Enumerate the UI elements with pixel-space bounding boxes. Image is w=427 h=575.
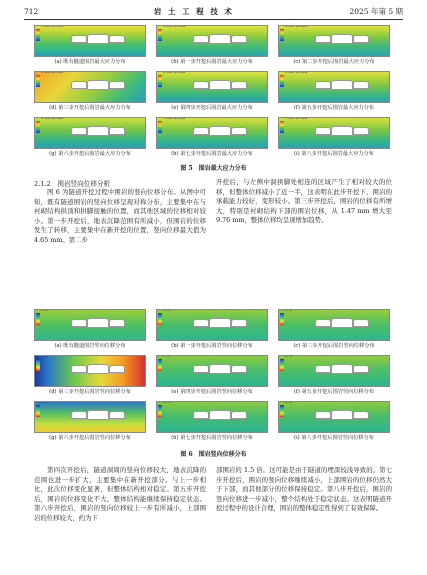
panel-caption: (d) 第三步开挖后围岩竖向位移分布 xyxy=(49,389,131,395)
figure-panel xyxy=(156,113,268,159)
contour-plot xyxy=(156,117,268,149)
figure-panel xyxy=(34,305,146,351)
panel-caption: (a) 既有隧道围岩竖向位移分布 xyxy=(54,343,126,349)
tunnel-opening xyxy=(231,365,247,373)
figure-6-grid xyxy=(34,305,396,443)
tunnel-opening xyxy=(209,410,231,420)
tunnel-opening xyxy=(109,35,125,43)
left-paragraph: 图 6 为隧道开挖过程中围岩的竖向位移分布。从图中可知，既有隧道围岩的竖向位移呈现对称分布，主要集中在与衬砌结构拱顶和拱脚接触的位置，而其他区域的位移相对较小。第一步开挖后，地表沉降范围有所减小，但围岩的位移发生了转移，主要集中在新开挖的位置，竖向位移最大值为 4.65 mm。第二步 xyxy=(34,188,206,244)
tunnel-opening xyxy=(353,319,369,327)
legend-title: S, Max. principal xyxy=(163,25,186,28)
legend-title: U, U2 xyxy=(41,309,49,312)
tunnel-opening xyxy=(315,35,331,43)
panel-caption: (h) 第七步开挖后围岩竖向位移分布 xyxy=(171,435,253,441)
contour-legend xyxy=(36,356,62,372)
tunnel-opening xyxy=(71,365,87,373)
contour-plot xyxy=(278,355,390,387)
tunnel-opening xyxy=(353,411,369,419)
contour-legend xyxy=(36,310,62,326)
tunnel-opening xyxy=(231,319,247,327)
contour-plot xyxy=(34,117,146,149)
legend-title: U, U2 xyxy=(41,355,49,358)
legend-title: U, U2 xyxy=(163,309,171,312)
contour-legend xyxy=(36,26,62,42)
figure-panel xyxy=(156,351,268,397)
panel-caption: (c) 第二步开挖后围岩最大应力分布 xyxy=(293,59,375,65)
legend-color-bar xyxy=(280,359,284,371)
tunnel-opening xyxy=(331,80,353,90)
tunnel-opening xyxy=(71,35,87,43)
panel-caption: (b) 第一步开挖后围岩竖向位移分布 xyxy=(171,343,253,349)
tunnel-opening xyxy=(231,127,247,135)
legend-color-bar xyxy=(158,75,162,87)
right-paragraph: 开挖后，与左侧中洞拱脚处相连的区域产生了相对较大的位移，但整体位移减小了近一半，这表明在此步开挖下，围岩的承载能力较好，变形较小。第三步开挖后，围岩的位移有所增大，特别是衬砌结构下部的围岩位移，从 1.47 mm 增大至 9.76 mm，整体位移均呈现增加趋势。 xyxy=(216,178,392,225)
tunnel-opening xyxy=(71,319,87,327)
tunnel-opening xyxy=(109,365,125,373)
figure-panel xyxy=(278,397,390,443)
contour-legend xyxy=(158,356,184,372)
contour-legend xyxy=(280,310,306,326)
tunnel-opening xyxy=(231,411,247,419)
figure-5-grid xyxy=(34,21,390,159)
contour-legend xyxy=(158,26,184,42)
legend-title: S, Max. principal xyxy=(285,25,308,28)
contour-legend xyxy=(36,402,62,418)
contour-plot xyxy=(156,25,268,57)
legend-title: S, Max. principal xyxy=(285,117,308,120)
tunnel-opening xyxy=(109,127,125,135)
tunnel-opening xyxy=(87,34,109,44)
legend-color-bar xyxy=(280,29,284,41)
tunnel-opening xyxy=(193,411,209,419)
contour-legend xyxy=(158,402,184,418)
legend-color-bar xyxy=(280,75,284,87)
tunnel-opening xyxy=(71,127,87,135)
contour-plot xyxy=(156,71,268,103)
contour-legend xyxy=(280,356,306,372)
legend-color-bar xyxy=(280,121,284,133)
tunnel-opening xyxy=(193,81,209,89)
legend-title: U, U2 xyxy=(285,401,293,404)
contour-legend xyxy=(36,118,62,134)
contour-legend xyxy=(36,72,62,88)
contour-plot xyxy=(156,401,268,433)
tunnel-opening xyxy=(109,81,125,89)
tunnel-opening xyxy=(315,365,331,373)
tunnel-opening xyxy=(331,364,353,374)
legend-title: S, Max. principal xyxy=(163,71,186,74)
contour-legend xyxy=(280,26,306,42)
figure-6-title: 图 6 围岩竖向位移分布 xyxy=(180,451,247,458)
contour-plot xyxy=(34,71,146,103)
contour-plot xyxy=(34,25,146,57)
contour-plot xyxy=(156,309,268,341)
tunnel-opening xyxy=(193,127,209,135)
tunnel-opening xyxy=(87,318,109,328)
tunnel-opening xyxy=(331,318,353,328)
legend-color-bar xyxy=(36,121,40,133)
tunnel-opening xyxy=(353,81,369,89)
figure-panel xyxy=(278,305,390,351)
figure-panel xyxy=(278,113,390,159)
tunnel-opening xyxy=(209,364,231,374)
legend-title: U, U2 xyxy=(163,355,171,358)
legend-color-bar xyxy=(158,405,162,417)
tunnel-opening xyxy=(315,411,331,419)
figure-panel xyxy=(278,67,390,113)
bottom-right-paragraph: 部围岩的 1.5 倍。这可能是由于隧道的埋深较浅导致的。第七步开挖后，围岩的竖向位移继续减小，上部围岩的位移仍然大于下部，而其他部分的位移保持稳定。第八步开挖后，围岩的竖向位移进一步减小，整个结构处于稳定状态。这表明隧道开挖过程中的设计合理，围岩的整体稳定性得到了有效保障。 xyxy=(216,466,392,513)
figure-panel xyxy=(156,67,268,113)
tunnel-opening xyxy=(71,411,87,419)
figure-panel xyxy=(34,351,146,397)
tunnel-opening xyxy=(331,410,353,420)
panel-caption: (b) 第一步开挖后围岩最大应力分布 xyxy=(171,59,253,65)
bottom-left-paragraph: 第四次开挖后，隧道洞周的竖向位移较大，地表沉降的范围也进一步扩大，主要集中在新开挖部分。与上一步相比，此次位移变化显著，但整体结构相对稳定。第五步开挖后，围岩的位移变化不大，整体结构能继续保持稳定状态。第六步开挖后，围岩的竖向位移较上一步有所减小，上部围岩的位移较大，约为下 xyxy=(34,466,206,522)
legend-title: U, U2 xyxy=(163,401,171,404)
contour-legend xyxy=(280,72,306,88)
figure-panel xyxy=(278,351,390,397)
figure-panel xyxy=(278,21,390,67)
panel-caption: (g) 第六步开挖后围岩竖向位移分布 xyxy=(49,435,131,441)
contour-legend xyxy=(158,72,184,88)
figure-panel xyxy=(34,67,146,113)
tunnel-opening xyxy=(193,365,209,373)
section-heading: 2.1.2 围岩竖向位移分析 xyxy=(34,180,111,188)
panel-caption: (f) 第五步开挖后围岩最大应力分布 xyxy=(293,105,375,111)
tunnel-opening xyxy=(209,318,231,328)
legend-title: S, Max. principal xyxy=(285,71,308,74)
legend-title: S, Max. principal xyxy=(41,117,64,120)
tunnel-opening xyxy=(71,81,87,89)
figure-panel xyxy=(34,397,146,443)
legend-color-bar xyxy=(158,121,162,133)
tunnel-opening xyxy=(315,319,331,327)
legend-title: U, U2 xyxy=(285,355,293,358)
legend-color-bar xyxy=(36,405,40,417)
tunnel-opening xyxy=(353,365,369,373)
legend-color-bar xyxy=(36,29,40,41)
tunnel-opening xyxy=(231,35,247,43)
figure-5-title: 图 5 围岩最大应力分布 xyxy=(180,165,247,172)
tunnel-opening xyxy=(353,127,369,135)
tunnel-opening xyxy=(315,127,331,135)
legend-color-bar xyxy=(36,359,40,371)
page-header xyxy=(24,5,403,20)
contour-plot xyxy=(278,71,390,103)
contour-plot xyxy=(278,401,390,433)
journal-title: 岩 土 工 程 技 术 xyxy=(153,6,234,16)
panel-caption: (h) 第七步开挖后围岩最大应力分布 xyxy=(171,151,253,157)
contour-plot xyxy=(278,309,390,341)
tunnel-opening xyxy=(87,80,109,90)
panel-caption: (c) 第二步开挖后围岩竖向位移分布 xyxy=(293,343,375,349)
tunnel-opening xyxy=(87,410,109,420)
legend-title: U, U2 xyxy=(41,401,49,404)
tunnel-opening xyxy=(231,81,247,89)
contour-plot xyxy=(34,355,146,387)
contour-legend xyxy=(280,402,306,418)
legend-color-bar xyxy=(280,313,284,325)
tunnel-opening xyxy=(331,34,353,44)
legend-color-bar xyxy=(158,313,162,325)
figure-panel xyxy=(156,397,268,443)
tunnel-opening xyxy=(109,411,125,419)
panel-caption: (g) 第六步开挖后围岩最大应力分布 xyxy=(49,151,131,157)
panel-caption: (i) 第八步开挖后围岩竖向位移分布 xyxy=(294,435,374,441)
tunnel-opening xyxy=(331,126,353,136)
legend-color-bar xyxy=(158,29,162,41)
page-number: 712 xyxy=(24,6,39,16)
contour-plot xyxy=(34,309,146,341)
tunnel-opening xyxy=(209,34,231,44)
legend-color-bar xyxy=(36,313,40,325)
panel-caption: (a) 既有隧道围岩最大应力分布 xyxy=(54,59,126,65)
figure-panel xyxy=(34,21,146,67)
legend-color-bar xyxy=(280,405,284,417)
panel-caption: (i) 第八步开挖后围岩最大应力分布 xyxy=(294,151,374,157)
legend-title: S, Max. principal xyxy=(41,25,64,28)
tunnel-opening xyxy=(109,319,125,327)
figure-panel xyxy=(156,21,268,67)
panel-caption: (e) 第四步开挖后围岩最大应力分布 xyxy=(171,105,253,111)
tunnel-opening xyxy=(193,35,209,43)
legend-title: S, Max. principal xyxy=(163,117,186,120)
panel-caption: (e) 第四步开挖后围岩竖向位移分布 xyxy=(171,389,253,395)
legend-color-bar xyxy=(158,359,162,371)
issue-label: 2025 年第 5 期 xyxy=(349,6,403,16)
tunnel-opening xyxy=(315,81,331,89)
contour-plot xyxy=(156,355,268,387)
tunnel-opening xyxy=(87,126,109,136)
figure-panel xyxy=(156,305,268,351)
tunnel-opening xyxy=(209,80,231,90)
contour-legend xyxy=(280,118,306,134)
legend-color-bar xyxy=(36,75,40,87)
figure-panel xyxy=(34,113,146,159)
tunnel-opening xyxy=(353,35,369,43)
legend-title: U, U2 xyxy=(285,309,293,312)
tunnel-opening xyxy=(209,126,231,136)
panel-caption: (d) 第三步开挖后围岩最大应力分布 xyxy=(49,105,131,111)
tunnel-opening xyxy=(193,319,209,327)
tunnel-opening xyxy=(87,364,109,374)
contour-legend xyxy=(158,118,184,134)
contour-plot xyxy=(278,117,390,149)
panel-caption: (f) 第五步开挖后围岩竖向位移分布 xyxy=(293,389,375,395)
legend-title: S, Max. principal xyxy=(41,71,64,74)
contour-plot xyxy=(278,25,390,57)
contour-legend xyxy=(158,310,184,326)
contour-plot xyxy=(34,401,146,433)
